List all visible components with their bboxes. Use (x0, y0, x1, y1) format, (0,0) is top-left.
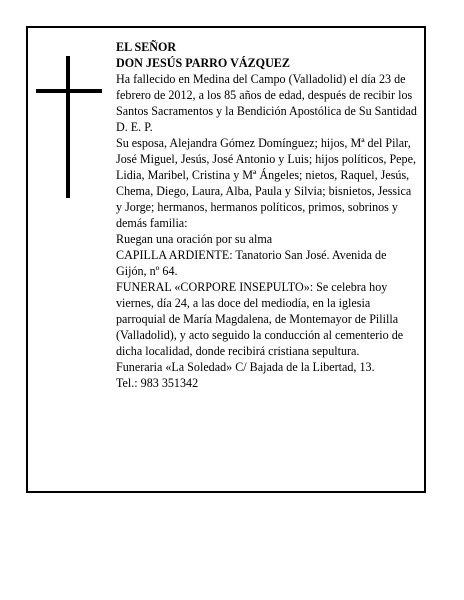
phone-number: Tel.: 983 351342 (116, 376, 199, 390)
obituary-notice (26, 26, 426, 493)
obituary-text (116, 39, 420, 391)
deceased-name: DON JESÚS PARRO VÁZQUEZ (116, 56, 290, 70)
funeral-info: FUNERAL «CORPORE INSEPULTO»: Se celebra hoy viernes, día 24, a las doce del mediodía, en la iglesia parroquial de María Magdalena, de Montemayor de Pililla (Valladolid), y acto seguido la conducción al cementerio de dicha localidad, donde recibirá cristiana sepultura. (116, 280, 404, 358)
death-info: Ha fallecido en Medina del Campo (Valladolid) el día 23 de febrero de 2012, a los 85 años de edad, después de recibir los Santos Sacramentos y la Bendición Apostólica de Su Santidad (116, 72, 417, 118)
funeral-home: Funeraria «La Soledad» C/ Bajada de la Libertad, 13. (116, 360, 375, 374)
heading-title: EL SEÑOR (116, 40, 177, 54)
chapel-info: CAPILLA ARDIENTE: Tanatorio San José. Avenida de Gijón, nº 64. (116, 248, 387, 278)
prayer-request: Ruegan una oración por su alma (116, 232, 273, 246)
cross-horizontal-bar (36, 89, 102, 93)
cross-vertical-bar (66, 56, 70, 198)
family-list: Su esposa, Alejandra Gómez Domínguez; hijos, Mª del Pilar, José Miguel, Jesús, José Antonio y Luis; hijos políticos, Pepe, Lidia, Maribel, Cristina y Mª Ángeles; nietos, Raquel, Jesús, Chema, Diego, Laura, Alba, Paula y Silvia; bisnietos, Jessica y Jorge; hermanos, hermanos políticos, primos, sobrinos y demás familia: (116, 136, 416, 230)
rip-line: D. E. P. (116, 120, 153, 134)
